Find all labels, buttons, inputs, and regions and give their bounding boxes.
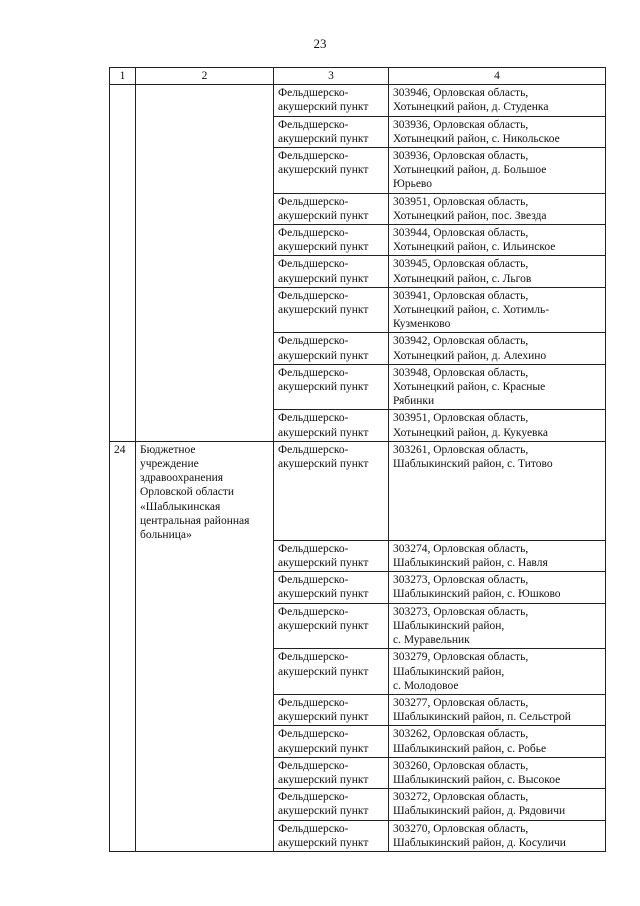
facility-type-cell: Фельдшерско- акушерский пункт xyxy=(274,694,389,725)
facility-table xyxy=(109,67,606,852)
facility-type-cell: Фельдшерско- акушерский пункт xyxy=(274,789,389,820)
facility-type-cell: Фельдшерско- акушерский пункт xyxy=(274,116,389,147)
address-cell: 303262, Орловская область, Шаблыкинский район, с. Робье xyxy=(389,726,606,757)
address-cell: 303942, Орловская область, Хотынецкий район, д. Алехино xyxy=(389,333,606,364)
address-cell: 303273, Орловская область, Шаблыкинский район, с. Муравельник xyxy=(389,603,606,649)
facility-type-cell: Фельдшерско- акушерский пункт xyxy=(274,333,389,364)
address-cell: 303260, Орловская область, Шаблыкинский район, с. Высокое xyxy=(389,757,606,788)
facility-type-cell: Фельдшерско- акушерский пункт xyxy=(274,148,389,194)
table-header-row xyxy=(110,68,606,85)
address-cell: 303951, Орловская область, Хотынецкий район, д. Кукуевка xyxy=(389,410,606,441)
address-cell: 303936, Орловская область, Хотынецкий район, д. Большое Юрьево xyxy=(389,148,606,194)
institution-cell: Бюджетное учреждение здравоохранения Орловской области «Шаблыкинская центральная районная больница» xyxy=(136,441,274,851)
address-cell: 303945, Орловская область, Хотынецкий район, с. Льгов xyxy=(389,256,606,287)
address-cell: 303944, Орловская область, Хотынецкий район, с. Ильинское xyxy=(389,225,606,256)
address-cell: 303274, Орловская область, Шаблыкинский район, с. Навля xyxy=(389,540,606,571)
facility-type-cell: Фельдшерско- акушерский пункт xyxy=(274,364,389,410)
facility-type-cell: Фельдшерско- акушерский пункт xyxy=(274,540,389,571)
facility-type-cell: Фельдшерско- акушерский пункт xyxy=(274,649,389,695)
facility-type-cell: Фельдшерско- акушерский пункт xyxy=(274,410,389,441)
row-number-cell xyxy=(110,85,136,442)
facility-type-cell: Фельдшерско- акушерский пункт xyxy=(274,603,389,649)
address-cell: 303941, Орловская область, Хотынецкий район, с. Хотимль- Кузменково xyxy=(389,287,606,333)
address-cell: 303279, Орловская область, Шаблыкинский район, с. Молодовое xyxy=(389,649,606,695)
column-header: 3 xyxy=(274,68,389,85)
facility-type-cell: Фельдшерско- акушерский пункт xyxy=(274,757,389,788)
column-header: 1 xyxy=(110,68,136,85)
facility-type-cell: Фельдшерско- акушерский пункт xyxy=(274,572,389,603)
address-cell: 303946, Орловская область, Хотынецкий район, д. Студенка xyxy=(389,85,606,116)
page-number: 23 xyxy=(313,36,327,51)
column-header: 2 xyxy=(136,68,274,85)
address-cell: 303277, Орловская область, Шаблыкинский район, п. Сельстрой xyxy=(389,694,606,725)
column-header: 4 xyxy=(389,68,606,85)
institution-cell xyxy=(136,85,274,442)
facility-type-cell: Фельдшерско- акушерский пункт xyxy=(274,441,389,540)
table-row xyxy=(110,85,606,116)
row-number-cell: 24 xyxy=(110,441,136,851)
facility-type-cell: Фельдшерско- акушерский пункт xyxy=(274,256,389,287)
address-cell: 303261, Орловская область, Шаблыкинский район, с. Титово xyxy=(389,441,606,540)
address-cell: 303948, Орловская область, Хотынецкий район, с. Красные Рябинки xyxy=(389,364,606,410)
facility-type-cell: Фельдшерско- акушерский пункт xyxy=(274,726,389,757)
facility-type-cell: Фельдшерско- акушерский пункт xyxy=(274,193,389,224)
facility-type-cell: Фельдшерско- акушерский пункт xyxy=(274,287,389,333)
address-cell: 303272, Орловская область, Шаблыкинский район, д. Рядовичи xyxy=(389,789,606,820)
table-row xyxy=(110,441,606,540)
facility-type-cell: Фельдшерско- акушерский пункт xyxy=(274,85,389,116)
address-cell: 303951, Орловская область, Хотынецкий район, пос. Звезда xyxy=(389,193,606,224)
facility-type-cell: Фельдшерско- акушерский пункт xyxy=(274,225,389,256)
address-cell: 303270, Орловская область, Шаблыкинский район, д. Косуличи xyxy=(389,820,606,851)
address-cell: 303936, Орловская область, Хотынецкий район, с. Никольское xyxy=(389,116,606,147)
facility-type-cell: Фельдшерско- акушерский пункт xyxy=(274,820,389,851)
address-cell: 303273, Орловская область, Шаблыкинский район, с. Юшково xyxy=(389,572,606,603)
